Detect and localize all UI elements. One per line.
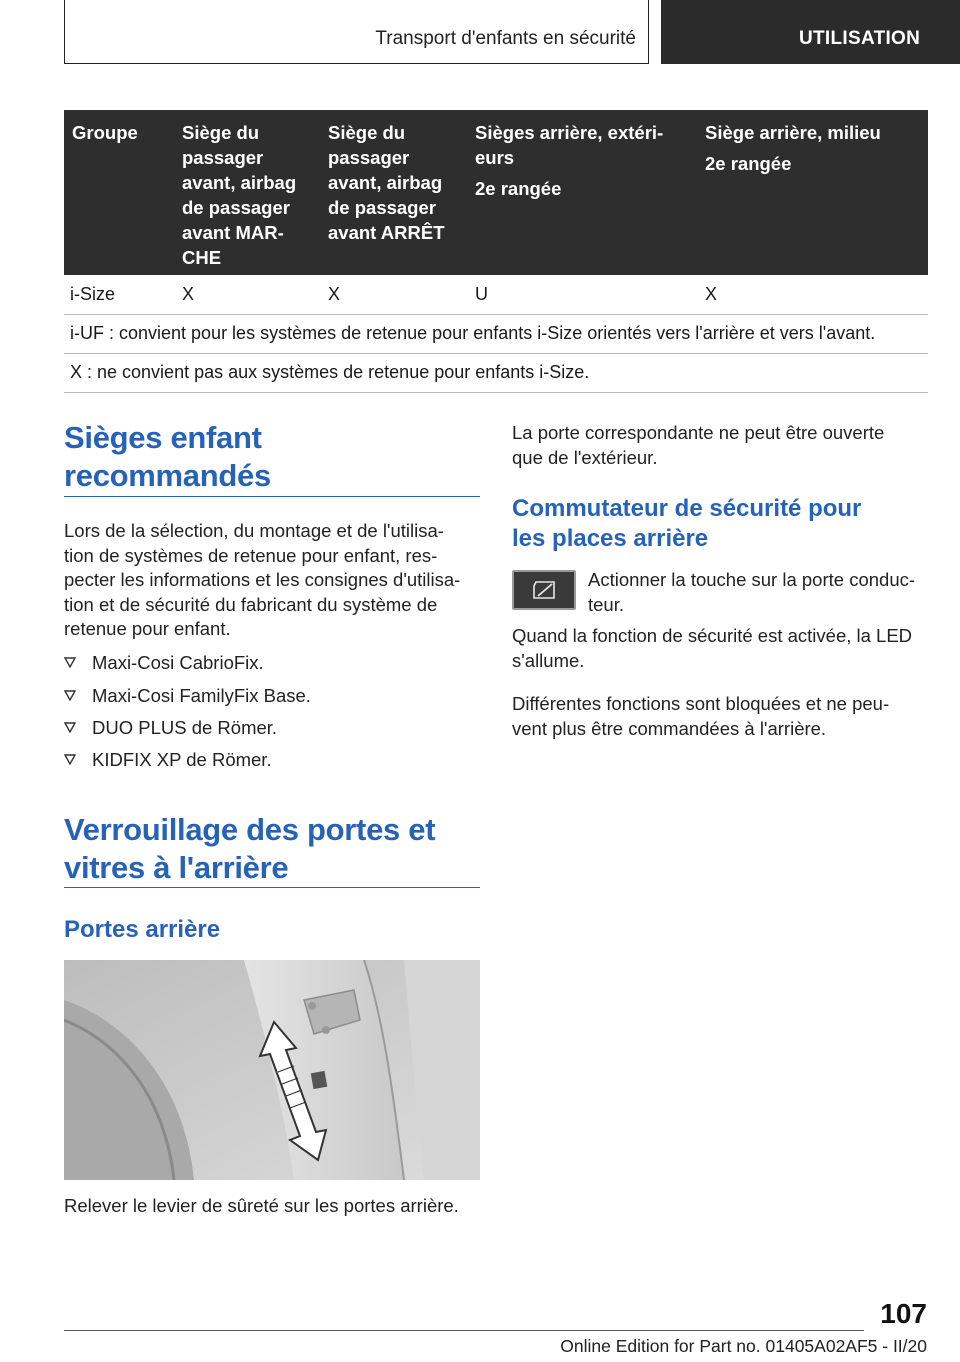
table-note: X : ne convient pas aux systèmes de retenue pour enfants i-Size. — [70, 362, 590, 382]
heading-recommended-seats: Sièges enfant recommandés — [64, 420, 271, 493]
window-lock-icon — [512, 570, 576, 610]
list-item: Maxi-Cosi CabrioFix. — [64, 652, 264, 674]
table-cell: X — [328, 284, 341, 304]
table-cell: i-Size — [70, 284, 116, 304]
footer-edition: Online Edition for Part no. 01405A02AF5 - II/20 — [560, 1336, 927, 1356]
paragraph-press-button: Actionner la touche sur la porte conduc- teur. — [588, 569, 916, 615]
triangle-outline-icon — [64, 754, 76, 765]
paragraph-led: Quand la fonction de sécurité est activée, la LED s'allume. — [512, 625, 913, 671]
table-cell: U — [475, 284, 488, 304]
triangle-outline-icon — [64, 690, 76, 701]
table-cell: X — [705, 284, 718, 304]
table-header-cell: Sièges arrière, extéri- eurs 2e rangée — [475, 122, 664, 199]
list-item: DUO PLUS de Römer. — [64, 717, 277, 739]
table-header-cell: Siège du passager avant, airbag de passager avant MAR- CHE — [182, 122, 297, 268]
list-item: KIDFIX XP de Römer. — [64, 749, 272, 771]
table-row — [64, 275, 928, 315]
list-item: Maxi-Cosi FamilyFix Base. — [64, 685, 311, 707]
header-chapter-box — [661, 0, 960, 64]
table-note: i-UF : convient pour les systèmes de retenue pour enfants i-Size orientés vers l'arrière et vers l'avant. — [70, 323, 876, 343]
heading-rule — [64, 887, 480, 888]
header-section-box — [64, 0, 649, 64]
triangle-outline-icon — [64, 657, 76, 668]
door-lock-photo — [64, 960, 480, 1180]
page-number: 107 — [880, 1298, 927, 1329]
footer-rule — [64, 1330, 864, 1331]
table-note-row — [64, 354, 928, 393]
table-header-cell: Siège du passager avant, airbag de passager avant ARRÊT — [328, 122, 445, 243]
table-cell: X — [182, 284, 195, 304]
triangle-outline-icon — [64, 722, 76, 733]
heading-safety-switch: Commutateur de sécurité pour les places arrière — [512, 495, 862, 552]
section-title: Transport d'enfants en sécurité — [375, 28, 636, 49]
heading-rule — [64, 496, 480, 497]
table-header — [64, 110, 928, 275]
heading-rear-doors: Portes arrière — [64, 916, 221, 943]
intro-paragraph: Lors de la sélection, du montage et de l'utilisa- tion de systèmes de retenue pour enfant, res- pecter les informations et les consignes d'utilisa- tion et de sécurité du fabricant du système de retenue pour enfant. — [64, 520, 461, 639]
photo-caption: Relever le levier de sûreté sur les portes arrière. — [64, 1195, 459, 1216]
chapter-title: UTILISATION — [799, 28, 921, 49]
table-note-row — [64, 315, 928, 354]
door-lock-illustration — [64, 960, 480, 1180]
table-header-cell: Siège arrière, milieu 2e rangée — [705, 122, 881, 174]
child-seat-table — [64, 110, 928, 393]
paragraph-functions-locked: Différentes fonctions sont bloquées et ne peu- vent plus être commandées à l'arrière. — [512, 693, 890, 739]
heading-door-lock: Verrouillage des portes et vitres à l'arrière — [64, 812, 436, 885]
paragraph-door-info: La porte correspondante ne peut être ouverte que de l'extérieur. — [512, 422, 885, 468]
table-header-cell: Groupe — [72, 122, 138, 143]
